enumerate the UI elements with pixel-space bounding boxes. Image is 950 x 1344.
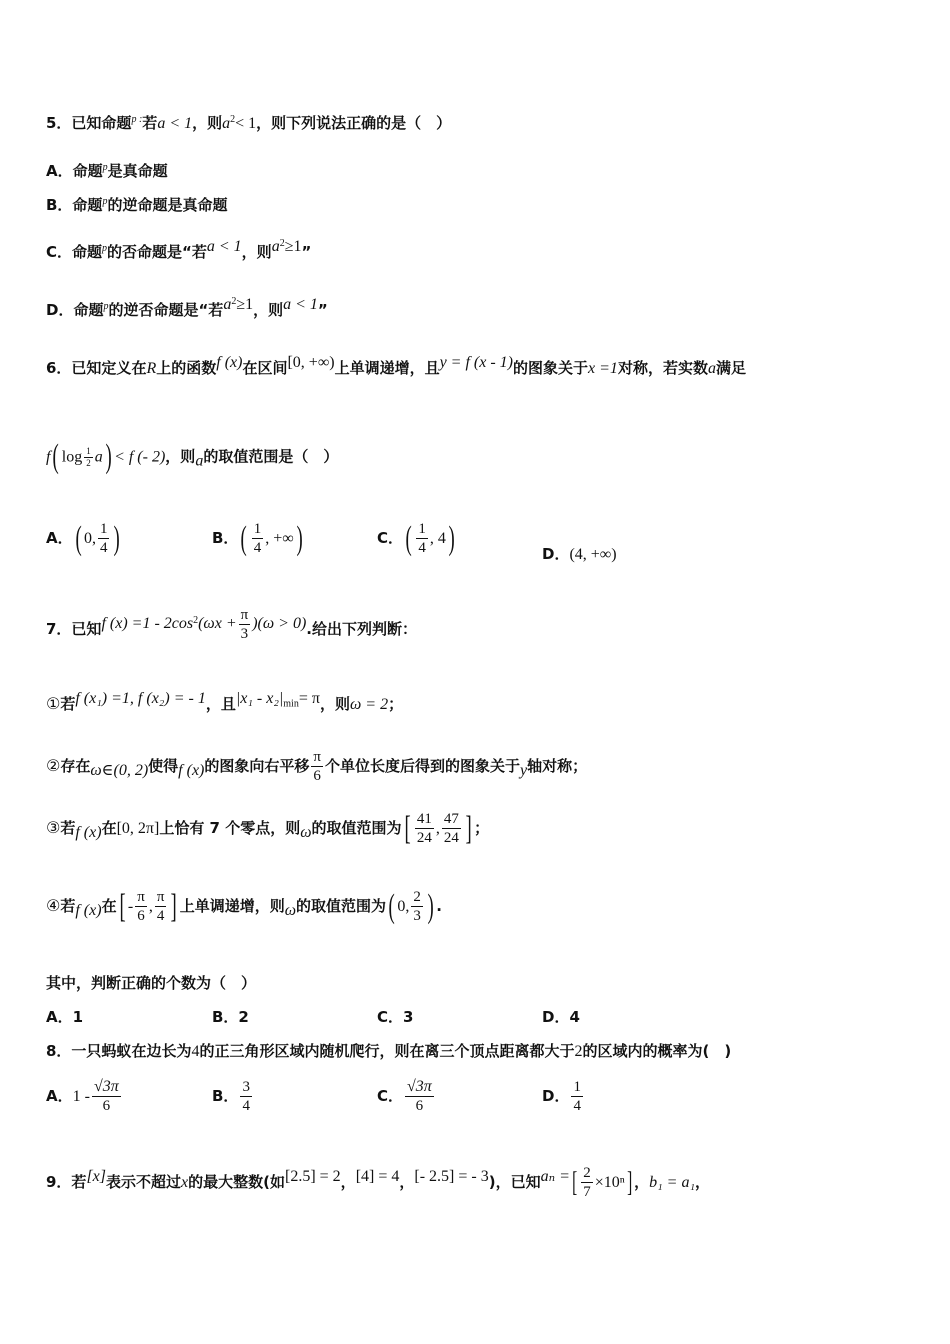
q7-option-b[interactable]: B．2 (212, 1008, 249, 1026)
q5-option-d[interactable]: D．命题$^p$的逆否命题是“若$^{a^2\ge 1}$，则$^{a < 1}$” (46, 296, 328, 320)
q7-judgement-2: ②存在$_{\omega\in(0, 2)}$使得$_{f (x)}$的图象向右平移 $\frac{\pi}{6}$ 个单位长度后得到的图象关于$_y$轴对称； (46, 749, 588, 784)
q6-option-d[interactable]: D．(4, +∞) (542, 545, 617, 563)
q7-option-c[interactable]: C．3 (377, 1008, 414, 1026)
q7-question: 其中，判断正确的个数为（ ） (46, 974, 257, 992)
q7-judgement-4: ④若$_{f (x)}$在[ - $\frac{\pi}{6}$ , $\frac{\pi}{4}$ ] 上单调递增，则$_\omega$的取值范围为( 0, $\frac{2}{3}$ ) . (46, 887, 442, 925)
q6-option-a[interactable]: A．( 0, $\frac{1}{4}$ ) (46, 519, 121, 557)
q7-option-a[interactable]: A．1 (46, 1008, 84, 1026)
question-7-stem: 7．已知$^{f (x) =1 - 2cos^2(\omega x + \frac{\pi}{3} )(\omega > 0)}$.给出下列判断： (46, 607, 417, 642)
q8-option-b[interactable]: B． $\frac{3}{4}$ (212, 1079, 250, 1114)
question-8-stem: 8．一只蚂蚁在边长为4的正三角形区域内随机爬行，则在离三个顶点距离都大于2的区域内的概率为( ) (46, 1042, 732, 1060)
q8-option-c[interactable]: C． $\frac{√3\pi}{6}$ (377, 1078, 432, 1114)
q8-option-d[interactable]: D． $\frac{1}{4}$ (542, 1079, 581, 1114)
q8-option-a[interactable]: A．1 - $\frac{√3\pi}{6}$ (46, 1078, 119, 1114)
question-6-stem: 6．已知定义在R上的函数$^{f (x)}$在区间$^{[0, +\infty)}$上单调递增，且$^{y = f (x - 1)}$的图象关于x =1对称，若实数a满足 (46, 354, 746, 377)
question-9-stem: 9．若[x]表示不超过x的最大整数(如$^{[2.5] = 2}$，$^{[4] = 4}$，$^{[- 2.5] = - 3}$)，已知$^{a_n =}$[ $\frac{2}{7}$ ×10ⁿ] ，b₁ = a₁， (46, 1165, 711, 1200)
q5-option-c[interactable]: C．命题$^p$的否命题是“若$^{a < 1}$，则$^{a^2\ge 1}$” (46, 238, 312, 262)
q5-option-b[interactable]: B．命题$^p$的逆命题是真命题 (46, 196, 228, 214)
question-5-stem: 5．已知命题$^{p :}$若a < 1，则$a^2< 1$，则下列说法正确的是（ ） (46, 114, 452, 132)
q7-judgement-1: ①若$^{f (x_1) =1, f (x_2) = - 1}$，且$^{|x_1 - x_2|_{min}= \pi}$，则ω = 2； (46, 690, 404, 713)
question-6-condition: f( log $\frac{1}{2}$ a) < f (- 2)，则$_a$的取值范围是（ ） (46, 438, 339, 475)
q7-judgement-3: ③若$_{f (x)}$在[0, 2π]上恰有 7 个零点，则$_\omega$的取值范围为[ $\frac{41}{24}$ , $\frac{47}{24}$ ] ； (46, 809, 490, 847)
q5-option-a[interactable]: A．命题$^p$是真命题 (46, 162, 168, 180)
q6-option-b[interactable]: B．( $\frac{1}{4}$ , +∞) (212, 519, 303, 557)
q7-option-d[interactable]: D．4 (542, 1008, 580, 1026)
q6-option-c[interactable]: C．( $\frac{1}{4}$ , 4) (377, 519, 455, 557)
